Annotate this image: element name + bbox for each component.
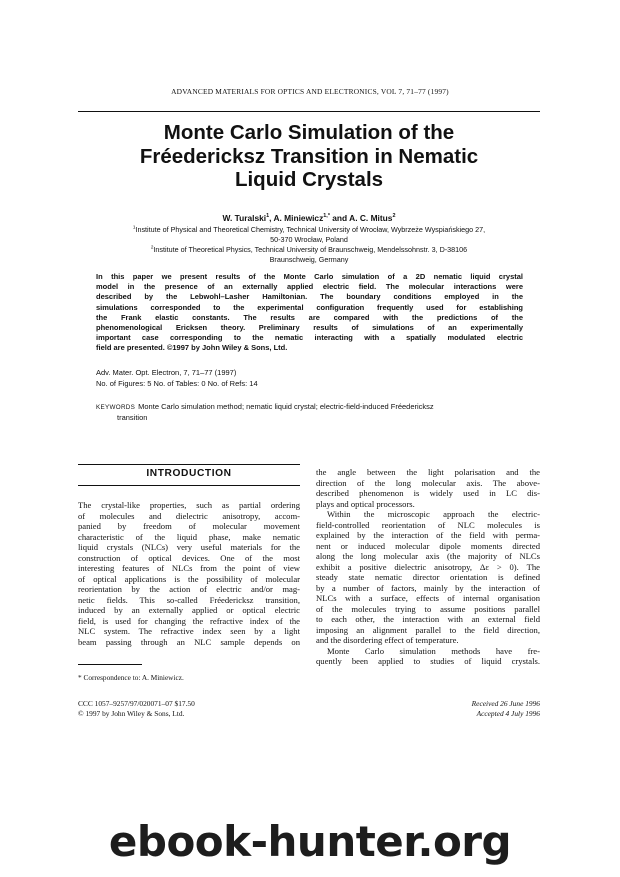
header-rule	[78, 111, 540, 112]
author-name: A. Miniewicz	[273, 213, 324, 223]
affiliation-text: Institute of Physical and Theoretical Chemistry, Technical University of Wrocław, Wybrzeże Wyspiańskiego 27,	[135, 225, 486, 234]
affiliation-line: 50-370 Wrocław, Poland	[270, 234, 348, 244]
body-line: to each other, the interaction with an external field	[316, 614, 540, 624]
body-line: along the long molecular axis (the majority of NLCs	[316, 551, 540, 561]
body-line: of optical applications is the possibility of molecular	[78, 573, 300, 584]
affiliation-mark: 2	[150, 244, 154, 250]
abstract-line: In this paper we present results of the Monte Carlo simulation of a 2D nematic liquid crystal	[96, 272, 523, 281]
section-heading: INTRODUCTION	[146, 468, 232, 479]
author-affiliation-mark: 1,*	[323, 213, 330, 220]
section-rule-top	[78, 464, 300, 465]
citation-info	[96, 368, 258, 389]
abstract-line: field are presented. ©1997 by John Wiley & Sons, Ltd.	[96, 343, 288, 353]
body-line: direction of the long molecular axis. The above-	[316, 477, 540, 488]
abstract-line: phenomenological Ericksen theory. Preliminary results of simulations of an experimentally	[96, 322, 523, 332]
abstract	[96, 272, 523, 354]
body-column-left	[78, 500, 300, 647]
author-separator: ,	[269, 213, 274, 223]
keywords-label: KEYWORDS	[96, 404, 136, 411]
footnote: * Correspondence to: A. Miniewicz.	[78, 673, 184, 682]
body-line: explained by the interaction of the field with perma-	[316, 530, 540, 540]
body-line: liquid crystals (NLCs) very useful materials for the	[78, 542, 300, 552]
affiliation-line	[78, 225, 540, 235]
body-line: exhibit a positive dielectric anisotropy, Δε > 0). The	[316, 561, 540, 572]
author-name: A. C. Mitus	[349, 213, 393, 223]
abstract-line: simulations corresponded to the experimental configuration frequently used for establishing	[96, 302, 523, 312]
body-line: characteristic of the liquid phase, make nematic	[78, 531, 300, 542]
footnote-rule	[78, 664, 142, 665]
body-line: interesting features of NLCs from the point of view	[78, 563, 300, 573]
body-line: by a number of factors, mainly by the interaction of	[316, 582, 540, 593]
keywords	[96, 402, 526, 423]
body-line: nent or induced molecular dipole moments directed	[316, 540, 540, 551]
abstract-line: model in the presence of an externally applied electric field. The molecular interactions were	[96, 282, 523, 292]
dates	[472, 699, 540, 719]
body-line: the angle between the light polarisation and the	[316, 467, 540, 477]
affiliation-2	[78, 245, 540, 264]
affiliation-1	[78, 225, 540, 244]
body-line: NLC system. The refractive index seen by a light	[78, 626, 300, 636]
journal-header: ADVANCED MATERIALS FOR OPTICS AND ELECTRONICS, VOL 7, 71–77 (1997)	[171, 87, 449, 96]
body-line: NLCs with a surface, effects of internal organisation	[316, 593, 540, 603]
body-line: field-controlled reorientation of NLC molecules is	[316, 519, 540, 530]
affiliation-mark: 1	[132, 224, 136, 230]
body-line: field, is used for changing the refractive index of the	[78, 615, 300, 626]
abstract-line: the Frank elastic constants. The results are compared with the predictions of the	[96, 312, 523, 322]
copyright: © 1997 by John Wiley & Sons, Ltd.	[78, 709, 185, 718]
title-line: Liquid Crystals	[234, 168, 384, 191]
title-line: Monte Carlo Simulation of the	[163, 121, 455, 144]
section-rule-bottom	[78, 485, 300, 486]
abstract-line: described by the Lebwohl–Lasher Hamiltonian. The boundary conditions employed in the	[96, 292, 523, 302]
body-line: imposing an alignment parallel to the field direction,	[316, 624, 540, 635]
author-list	[78, 213, 540, 223]
body-line: The crystal-like properties, such as partial ordering	[78, 500, 300, 510]
abstract-line: important case corresponding to the nematic interacting with a spatially modulated electric	[96, 333, 523, 343]
affiliation-text: Institute of Theoretical Physics, Technical University of Braunschweig, Mendelssohnstr. 3, D-38106	[153, 245, 468, 254]
author-conjunction: and	[329, 213, 350, 223]
body-line: Within the microscopic approach the electric-	[327, 509, 540, 519]
body-line: construction of optical devices. One of the most	[78, 552, 300, 563]
body-line: steady state nematic director orientation is defined	[316, 572, 540, 582]
accepted-date: Accepted 4 July 1996	[476, 709, 540, 718]
body-line: of the molecules trying to assume positions parallel	[316, 603, 540, 614]
body-line: plays and optical processors.	[316, 498, 415, 509]
body-line: described phenomenon is widely used in LC dis-	[316, 488, 540, 498]
body-line: and the disordering effect of temperature.	[316, 635, 459, 645]
body-line: induced by an externally applied or optical electric	[78, 605, 300, 615]
author-affiliation-mark: 2	[392, 213, 396, 220]
author-affiliation-mark: 1	[266, 213, 270, 220]
citation-counts: No. of Figures: 5 No. of Tables: 0 No. of Refs: 14	[96, 378, 258, 388]
body-line: of molecules and dielectric anisotropy, accom-	[78, 510, 300, 521]
title-line: Fréedericksz Transition in Nematic	[139, 144, 479, 168]
imprint	[78, 699, 195, 719]
received-date: Received 26 June 1996	[471, 699, 540, 708]
watermark: ebook-hunter.org	[108, 817, 512, 866]
citation-reference: Adv. Mater. Opt. Electron, 7, 71–77 (1997)	[96, 368, 237, 377]
keywords-text: transition	[117, 413, 148, 422]
paper-title	[78, 121, 540, 192]
keywords-text: Monte Carlo simulation method; nematic liquid crystal; electric-field-induced Fréedericksz	[138, 402, 434, 411]
body-line: quently been applied to studies of liquid crystals.	[316, 656, 540, 666]
body-line: reorientation by the action of electric and/or mag-	[78, 584, 300, 594]
body-line: netic fields. This so-called Fréedericksz transition,	[78, 594, 300, 605]
affiliation-line	[78, 245, 540, 255]
ccc-code: CCC 1057–9257/97/020071–07 $17.50	[78, 699, 195, 708]
body-line: Monte Carlo simulation methods have fre-	[327, 645, 540, 656]
body-column-right	[316, 467, 540, 667]
affiliation-line: Braunschweig, Germany	[269, 254, 349, 264]
author-name: W. Turalski	[222, 213, 267, 223]
body-line: beam passing through an NLC sample depends on	[78, 636, 300, 647]
body-line: panied by freedom of molecular movement	[78, 521, 300, 531]
